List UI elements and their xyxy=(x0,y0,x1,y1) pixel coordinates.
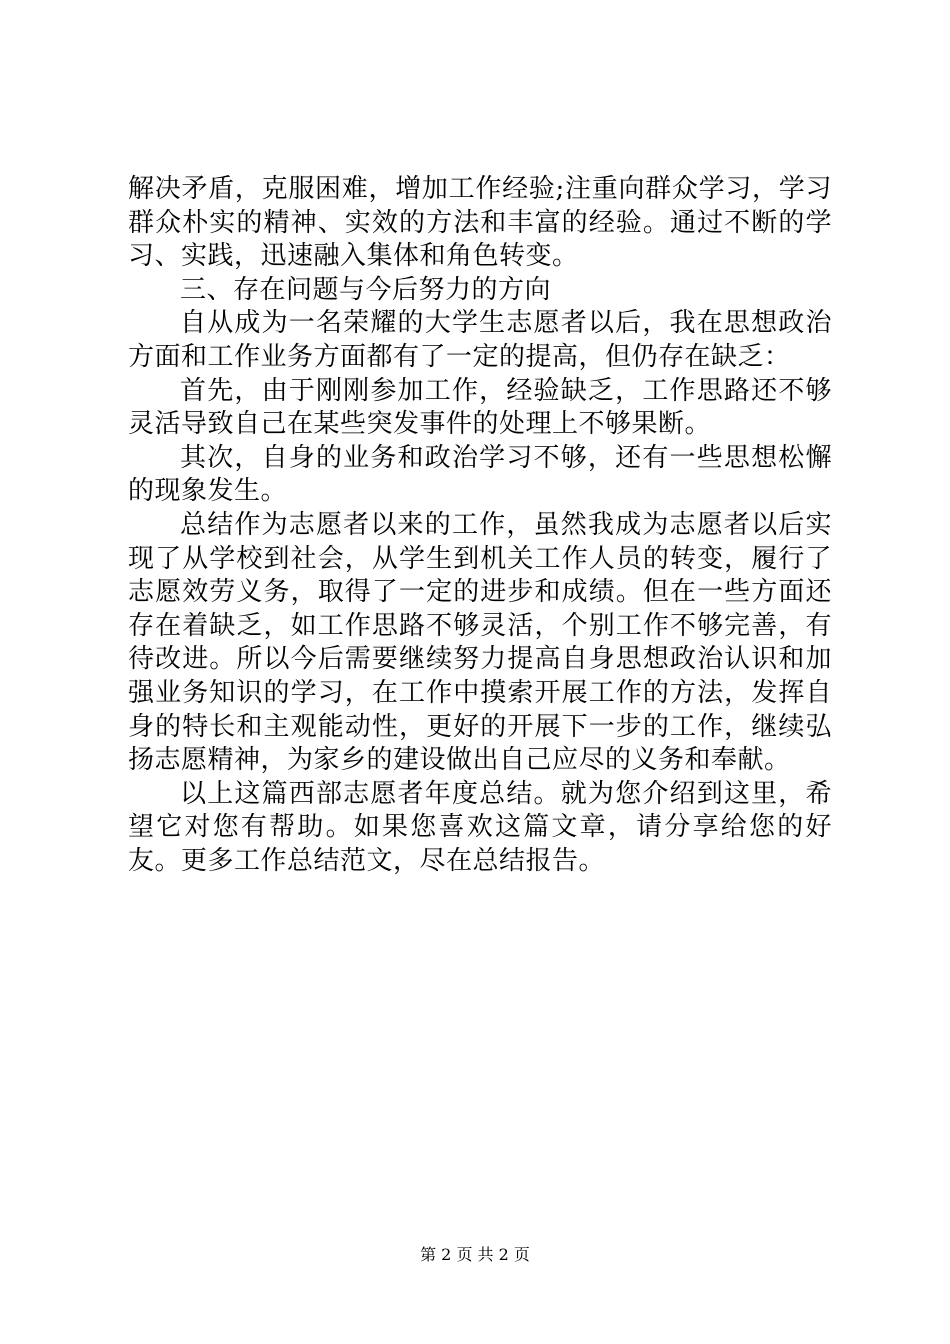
paragraph: 自从成为一名荣耀的大学生志愿者以后，我在思想政治方面和工作业务方面都有了一定的提高，但仍存在缺乏： xyxy=(128,308,832,372)
paragraph-continuation: 解决矛盾，克服困难，增加工作经验;注重向群众学习，学习群众朴实的精神、实效的方法和丰富的经验。通过不断的学习、实践，迅速融入集体和角色转变。 xyxy=(128,174,832,272)
section-heading: 三、存在问题与今后努力的方向 xyxy=(180,274,552,305)
closing-paragraph: 以上这篇西部志愿者年度总结。就为您介绍到这里，希望它对您有帮助。如果您喜欢这篇文章，请分享给您的好友。更多工作总结范文，尽在总结报告。 xyxy=(128,778,832,876)
page-footer xyxy=(0,1245,950,1265)
paragraph: 其次，自身的业务和政治学习不够，还有一些思想松懈的现象发生。 xyxy=(128,442,832,507)
paragraph: 首先，由于刚刚参加工作，经验缺乏，工作思路还不够灵活导致自己在某些突发事件的处理上不够果断。 xyxy=(128,375,832,440)
page-number: 第 2 页 共 2 页 xyxy=(420,1245,530,1264)
document-body xyxy=(128,173,832,878)
paragraph: 总结作为志愿者以来的工作，虽然我成为志愿者以后实现了从学校到社会，从学生到机关工作人员的转变，履行了志愿效劳义务，取得了一定的进步和成绩。但在一些方面还存在着缺乏，如工作思路不够灵活，个别工作不够完善，有待改进。所以今后需要继续努力提高自身思想政治认识和加强业务知识的学习，在工作中摸索开展工作的方法，发挥自身的特长和主观能动性，更好的开展下一步的工作，继续弘扬志愿精神，为家乡的建设做出自己应尽的义务和奉献。 xyxy=(128,509,832,776)
